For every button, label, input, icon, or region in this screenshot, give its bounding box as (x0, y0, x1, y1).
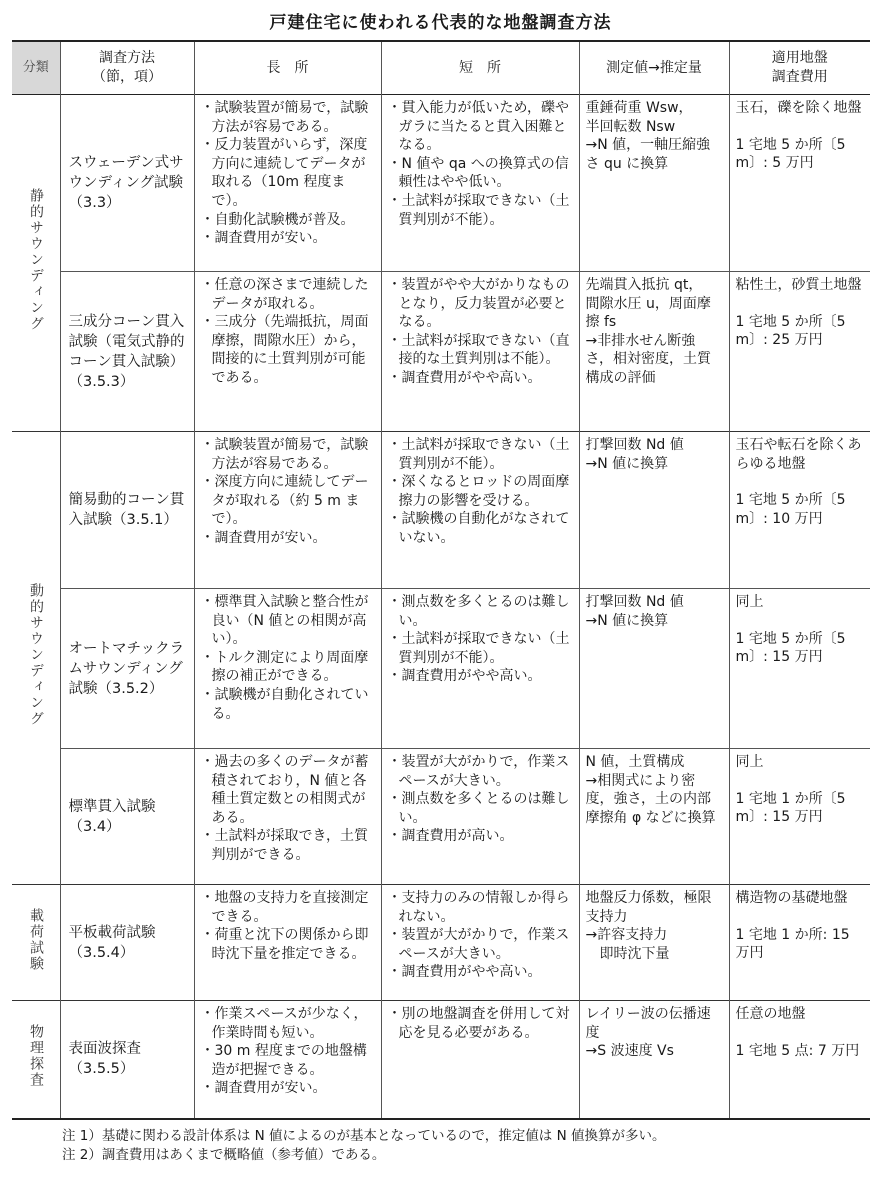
cons-cell (381, 432, 579, 589)
survey-cost: 1 宅地 5 点: 7 万円 (735, 1042, 860, 1059)
footnote-1: 注 1）基礎に関わる設計体系は N 値によるのが基本となっているので，推定値は N 値換算が多い。 (62, 1128, 666, 1144)
footnote-2: 注 2）調査費用はあくまで概略値（参考値）である。 (62, 1147, 386, 1163)
measure-line: 打撃回数 Nd 値 (585, 594, 684, 610)
table-row (12, 749, 870, 885)
survey-cost: 1 宅地 5 か所〔5 m〕: 25 万円 (735, 313, 846, 349)
survey-cost: 1 宅地 5 か所〔5 m〕: 15 万円 (735, 630, 846, 666)
category-loading (12, 885, 60, 1001)
cons-cell (381, 95, 579, 272)
pros-item: ・試験装置が簡易で，試験方法が容易である。 (200, 437, 369, 472)
measure-line: →N 値に換算 (585, 612, 669, 629)
pros-item: ・30 m 程度までの地盤構造が把握できる。 (200, 1043, 367, 1078)
applicable-cell (729, 272, 870, 432)
cons-item: ・調査費用がやや高い。 (387, 964, 542, 981)
applicable-cell (729, 1001, 870, 1119)
cons-item: ・測点数を多くとるのは難しい。 (387, 791, 570, 826)
survey-cost: 1 宅地 5 か所〔5 m〕: 10 万円 (735, 492, 846, 527)
survey-cost: 1 宅地 1 か所〔5 m〕: 15 万円 (735, 790, 846, 826)
method-cell: スウェーデン式サウンディング試験（3.3） (60, 95, 194, 272)
table-row (12, 1001, 870, 1119)
pros-item: ・標準貫入試験と整合性が良い（N 値との相関が高い）。 (200, 594, 369, 648)
measure-cell (579, 885, 729, 1001)
pros-item: ・地盤の支持力を直接測定できる。 (200, 890, 369, 925)
header-category: 分類 (12, 41, 60, 95)
cons-item: ・調査費用がやや高い。 (387, 369, 542, 386)
category-static (12, 95, 60, 432)
cons-item: ・調査費用が高い。 (387, 828, 514, 845)
category-dynamic-label: 動的サウンディング (28, 583, 45, 728)
applicable-cell (729, 885, 870, 1001)
cons-cell (381, 272, 579, 432)
table-row (12, 432, 870, 589)
pros-item: ・試験装置が簡易で，試験方法が容易である。 (200, 100, 369, 135)
cons-cell (381, 749, 579, 885)
applicable-cell (729, 95, 870, 272)
method-cell: 表面波探査（3.5.5） (60, 1001, 194, 1119)
method-cell: 簡易動的コーン貫入試験（3.5.1） (60, 432, 194, 589)
applicable-ground: 同上 (735, 754, 764, 770)
cons-item: ・装置が大がかりで，作業スペースが大きい。 (387, 927, 570, 962)
pros-item: ・過去の多くのデータが蓄積されており，N 値と各種土質定数との相関式がある。 (200, 754, 369, 826)
measure-cell (579, 432, 729, 589)
applicable-cell (729, 749, 870, 885)
measure-line: N 値，土質構成 (585, 754, 685, 770)
applicable-ground: 玉石，礫を除く地盤 (735, 100, 862, 116)
cons-item: ・調査費用がやや高い。 (387, 668, 542, 685)
cons-item: ・N 値や qa への換算式の信頼性はやや低い。 (387, 155, 569, 191)
applicable-ground: 任意の地盤 (735, 1006, 806, 1022)
applicable-ground: 構造物の基礎地盤 (735, 890, 848, 906)
method-cell: オートマチックラムサウンディング試験（3.5.2） (60, 589, 194, 749)
header-measure: 測定値→推定量 (579, 41, 729, 95)
measure-cell (579, 749, 729, 885)
measure-line: →N 値に換算 (585, 455, 669, 472)
cons-item: ・土試料が採取できない（土質判別が不能）。 (387, 437, 570, 472)
measure-line: 地盤反力係数，極限支持力 (585, 890, 712, 925)
header-row (12, 41, 870, 95)
measure-line: 半回転数 Nsw (585, 118, 676, 135)
cons-item: ・支持力のみの情報しか得られない。 (387, 890, 570, 925)
pros-cell (194, 749, 381, 885)
header-method (60, 41, 194, 95)
measure-line: 打撃回数 Nd 値 (585, 437, 684, 453)
pros-cell (194, 432, 381, 589)
pros-item: ・試験機が自動化されている。 (200, 686, 369, 722)
measure-line: →N 値，一軸圧縮強さ qu に換算 (585, 137, 711, 172)
pros-cell (194, 1001, 381, 1119)
measure-line: 先端貫入抵抗 qt， (585, 277, 703, 293)
measure-cell (579, 1001, 729, 1119)
survey-cost: 1 宅地 1 か所: 15 万円 (735, 926, 850, 962)
cons-item: ・試験機の自動化がなされていない。 (387, 511, 570, 546)
cons-item: ・別の地盤調査を併用して対応を見る必要がある。 (387, 1006, 570, 1041)
applicable-ground: 同上 (735, 594, 764, 610)
cons-item: ・貫入能力が低いため，礫やガラに当たると貫入困難となる。 (387, 100, 569, 154)
header-pros: 長 所 (194, 41, 381, 95)
pros-item: ・自動化試験機が普及。 (200, 211, 355, 228)
survey-methods-table (12, 40, 870, 1120)
category-physical (12, 1001, 60, 1119)
applicable-cell (729, 432, 870, 589)
cons-item: ・土試料が採取できない（直接的な土質判別は不能）。 (387, 332, 570, 368)
measure-line: →相関式により密度，強さ，土の内部摩擦角 φ などに換算 (585, 772, 716, 826)
cons-item: ・測点数を多くとるのは難しい。 (387, 594, 570, 629)
cons-item: ・土試料が採取できない（土質判別が不能）。 (387, 631, 570, 666)
footnotes (62, 1127, 665, 1165)
pros-item: ・任意の深さまで連続したデータが取れる。 (200, 277, 369, 312)
pros-item: ・調査費用が安い。 (200, 1080, 327, 1097)
cons-item: ・土試料が採取できない（土質判別が不能）。 (387, 192, 570, 228)
pros-item: ・深度方向に連続してデータが取れる（約 5 m まで）。 (200, 474, 369, 528)
table-row (12, 589, 870, 749)
header-method-text: 調査方法 （節，項） (92, 50, 162, 85)
method-cell: 三成分コーン貫入試験（電気式静的コーン貫入試験）（3.5.3） (60, 272, 194, 432)
pros-cell (194, 589, 381, 749)
cons-item: ・装置がやや大がかりなものとなり，反力装置が必要となる。 (387, 277, 570, 331)
measure-line: →許容支持力 (585, 927, 668, 944)
pros-cell (194, 272, 381, 432)
pros-item: ・三成分（先端抵抗，周面摩擦，間隙水圧）から，間接的に土質判別が可能である。 (200, 314, 369, 386)
measure-line: →非排水せん断強さ，相対密度，土質構成の評価 (585, 332, 711, 386)
cons-item: ・深くなるとロッドの周面摩擦力の影響を受ける。 (387, 474, 570, 509)
category-dynamic (12, 432, 60, 885)
measure-line: レイリー波の伝播速度 (585, 1006, 711, 1041)
table-row (12, 272, 870, 432)
header-applicable-text: 適用地盤 調査費用 (771, 50, 828, 85)
method-cell: 標準貫入試験（3.4） (60, 749, 194, 885)
pros-cell (194, 885, 381, 1001)
measure-cell (579, 272, 729, 432)
measure-cell (579, 589, 729, 749)
survey-cost: 1 宅地 5 か所〔5 m〕: 5 万円 (735, 136, 846, 172)
cons-cell (381, 885, 579, 1001)
table-row (12, 885, 870, 1001)
cons-cell (381, 1001, 579, 1119)
pros-item: ・土試料が採取でき，土質判別ができる。 (200, 828, 368, 863)
table-row (12, 95, 870, 272)
header-cons: 短 所 (381, 41, 579, 95)
cons-item: ・装置が大がかりで，作業スペースが大きい。 (387, 754, 570, 789)
cons-cell (381, 589, 579, 749)
pros-item: ・荷重と沈下の関係から即時沈下量を推定できる。 (200, 927, 369, 962)
pros-item: ・反力装置がいらず，深度方向に連続してデータが取れる（10m 程度まで）。 (200, 137, 368, 209)
measure-line: 即時沈下量 (599, 945, 670, 962)
category-static-label: 静的サウンディング (28, 188, 45, 333)
header-applicable (729, 41, 870, 95)
measure-line: 重錘荷重 Wsw， (585, 100, 693, 116)
applicable-ground: 粘性土，砂質土地盤 (735, 277, 862, 293)
pros-item: ・作業スペースが少なく，作業時間も短い。 (200, 1006, 368, 1041)
applicable-ground: 玉石や転石を除くあらゆる地盤 (735, 437, 862, 472)
pros-item: ・調査費用が安い。 (200, 529, 327, 546)
measure-cell (579, 95, 729, 272)
pros-cell (194, 95, 381, 272)
measure-line: 間隙水圧 u，周面摩擦 fs (585, 295, 711, 331)
pros-item: ・トルク測定により周面摩擦の補正ができる。 (200, 649, 369, 685)
measure-line: →S 波速度 Vs (585, 1043, 674, 1060)
category-physical-label: 物理探査 (28, 1024, 45, 1089)
pros-item: ・調査費用が安い。 (200, 230, 327, 247)
method-cell: 平板載荷試験（3.5.4） (60, 885, 194, 1001)
page-title: 戸建住宅に使われる代表的な地盤調査方法 (269, 13, 612, 33)
applicable-cell (729, 589, 870, 749)
category-loading-label: 載荷試験 (28, 907, 45, 972)
